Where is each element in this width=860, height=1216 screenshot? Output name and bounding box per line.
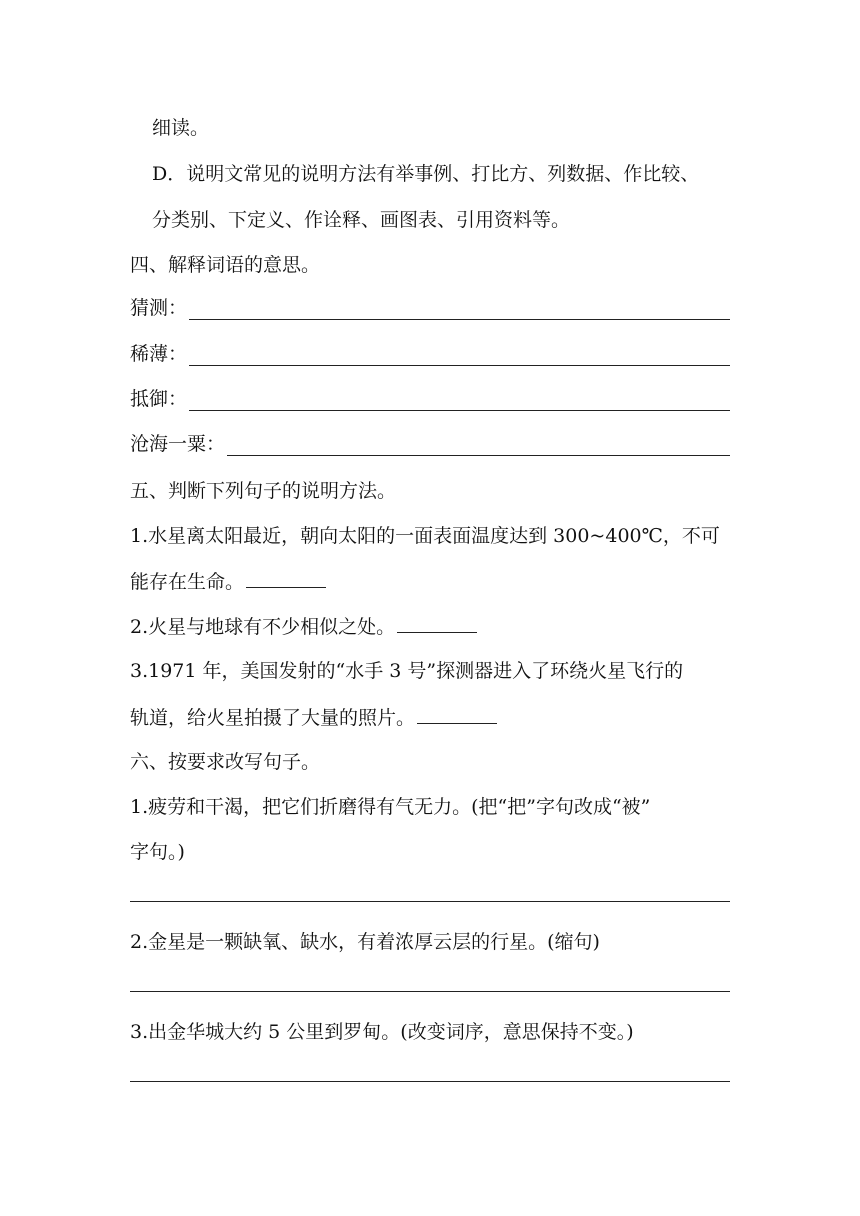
option-c-continuation: 细读。 [152,117,210,139]
word-item-4 [130,432,730,456]
section6-heading: 六、按要求改写句子。 [130,751,321,773]
s5-question2-text: 2.火星与地球有不少相似之处。 [130,616,396,638]
option-d-line1: D．说明文常见的说明方法有举事例、打比方、列数据、作比较、 [152,163,700,185]
answer-blank[interactable] [246,569,326,588]
s5-question1-text: 能存在生命。 [130,571,245,593]
s6-answer-line-1[interactable] [130,901,730,902]
s5-question1-line2 [130,569,326,593]
s6-question3: 3.出金华城大约 5 公里到罗甸。(改变词序，意思保持不变。) [130,1021,634,1043]
word-label: 沧海一粟： [130,433,226,455]
s6-answer-line-3[interactable] [130,1081,730,1082]
answer-blank[interactable] [189,347,730,366]
word-item-1 [130,296,730,320]
s6-question1-line2: 字句。) [130,841,185,863]
answer-blank[interactable] [189,392,730,411]
answer-blank[interactable] [227,437,730,456]
s6-question2: 2.金星是一颗缺氧、缺水，有着浓厚云层的行星。(缩句) [130,931,600,953]
s5-question3-line1: 3.1971 年，美国发射的“水手 3 号”探测器进入了环绕火星飞行的 [130,660,684,682]
s5-question2 [130,614,477,638]
word-label: 抵御： [130,388,188,410]
answer-blank[interactable] [417,705,497,724]
s5-question3-line2 [130,705,497,729]
s6-answer-line-2[interactable] [130,991,730,992]
section5-heading: 五、判断下列句子的说明方法。 [130,480,397,502]
word-item-3 [130,387,730,411]
word-label: 稀薄： [130,343,188,365]
s5-question1-line1: 1.水星离太阳最近，朝向太阳的一面表面温度达到 300~400℃，不可 [130,525,720,547]
word-label: 猜测： [130,297,188,319]
answer-blank[interactable] [397,614,477,633]
s6-question1-line1: 1.疲劳和干渴，把它们折磨得有气无力。(把“把”字句改成“被” [130,796,651,818]
s5-question3-text: 轨道，给火星拍摄了大量的照片。 [130,707,416,729]
word-item-2 [130,342,730,366]
answer-blank[interactable] [189,301,730,320]
section4-heading: 四、解释词语的意思。 [130,254,321,276]
option-d-line2: 分类别、下定义、作诠释、画图表、引用资料等。 [152,209,571,231]
